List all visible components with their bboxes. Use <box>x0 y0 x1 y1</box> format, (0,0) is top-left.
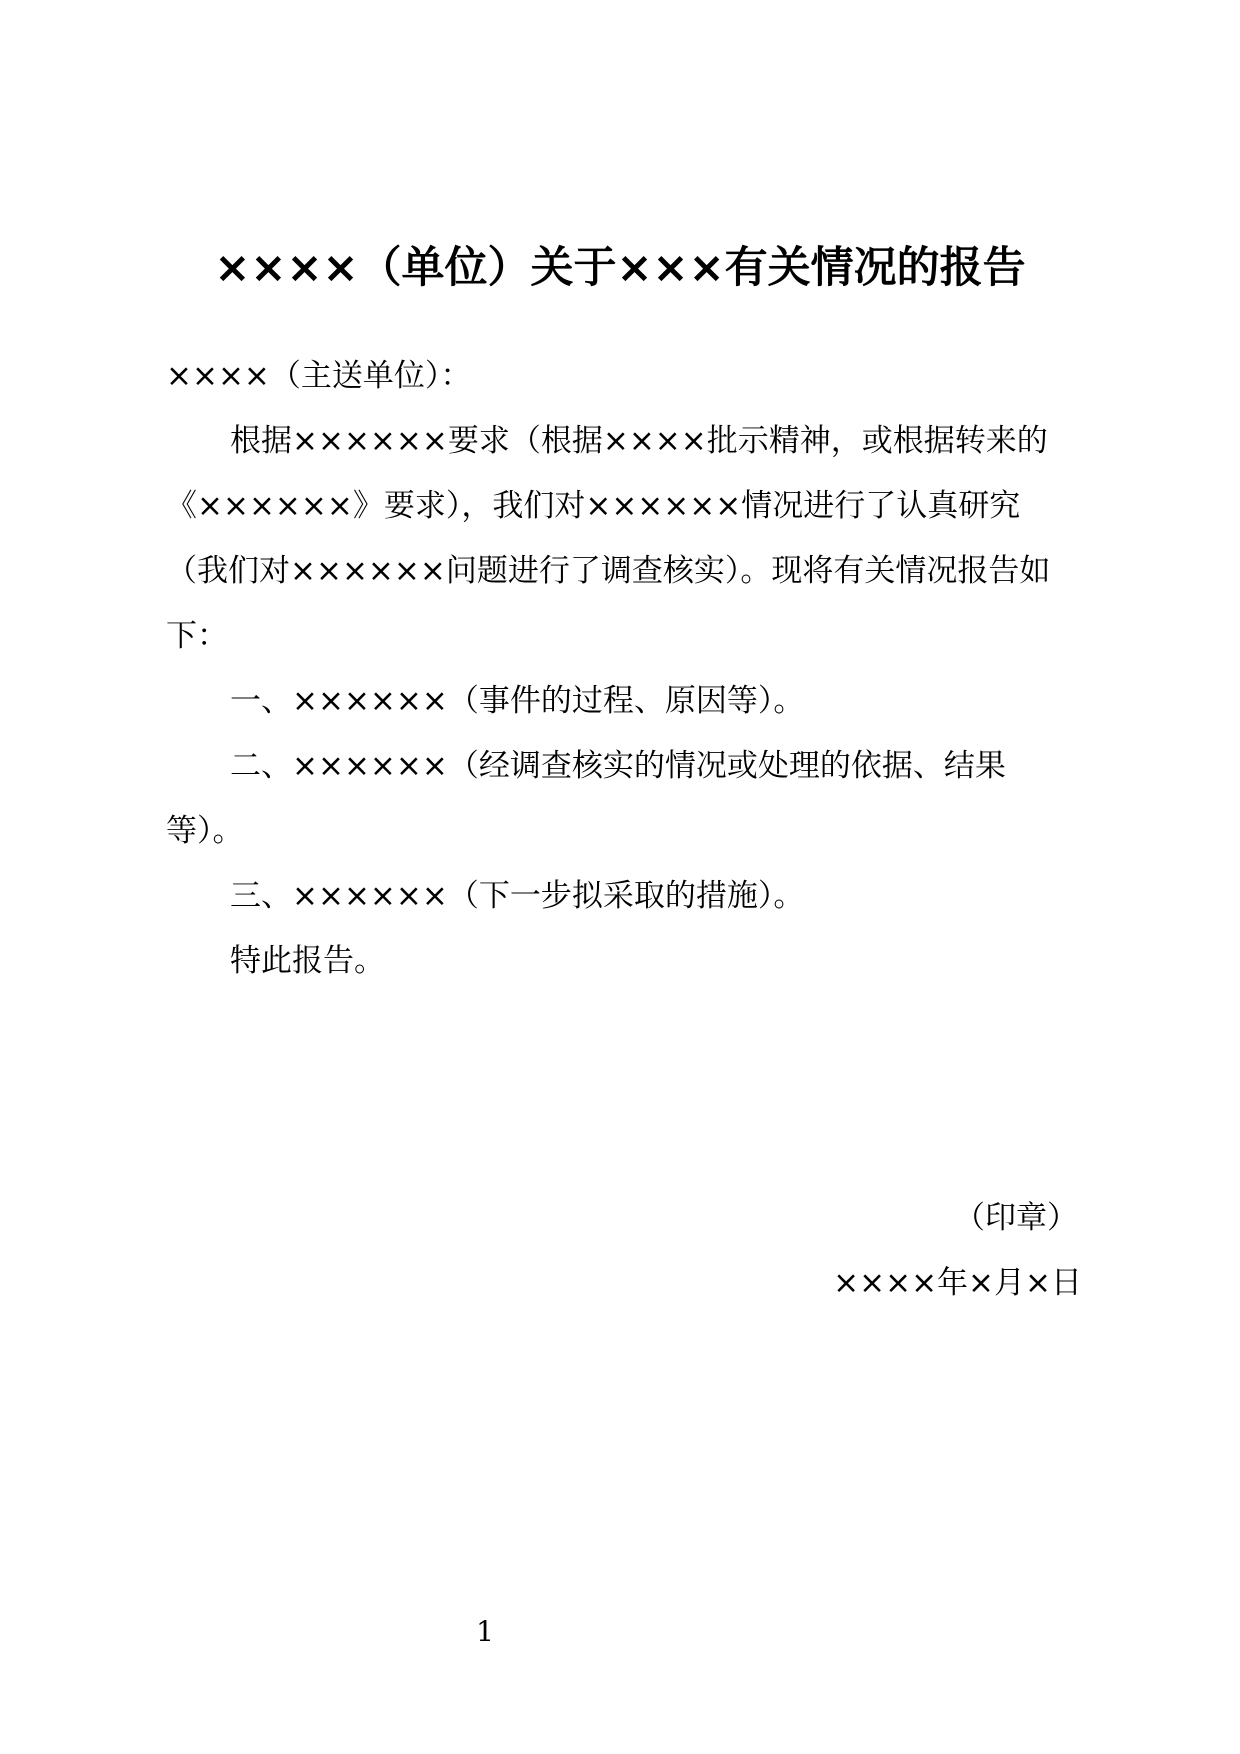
document-date: ××××年×月×日 <box>833 1265 1082 1301</box>
body-paragraph-point-3: 三、××××××（下一步拟采取的措施）。 <box>230 878 805 914</box>
page-number: 1 <box>476 1615 494 1648</box>
document-title: ××××（单位）关于×××有关情况的报告 <box>214 243 1026 293</box>
body-paragraph-point-2: 二、××××××（经调查核实的情况或处理的依据、结果等）。 <box>166 748 1006 849</box>
body-paragraph-intro: 根据××××××要求（根据××××批示精神，或根据转来的《××××××》要求），我们对××××××情况进行了认真研究（我们对××××××问题进行了调查核实）。现将有关情况报告如下： <box>166 423 1051 654</box>
document-body <box>166 344 1072 994</box>
addressee: ××××（主送单位）： <box>166 358 472 394</box>
body-paragraph-point-1: 一、××××××（事件的过程、原因等）。 <box>230 683 805 719</box>
seal-placeholder: （印章） <box>954 1200 1078 1236</box>
closing-remark: 特此报告。 <box>230 943 385 979</box>
